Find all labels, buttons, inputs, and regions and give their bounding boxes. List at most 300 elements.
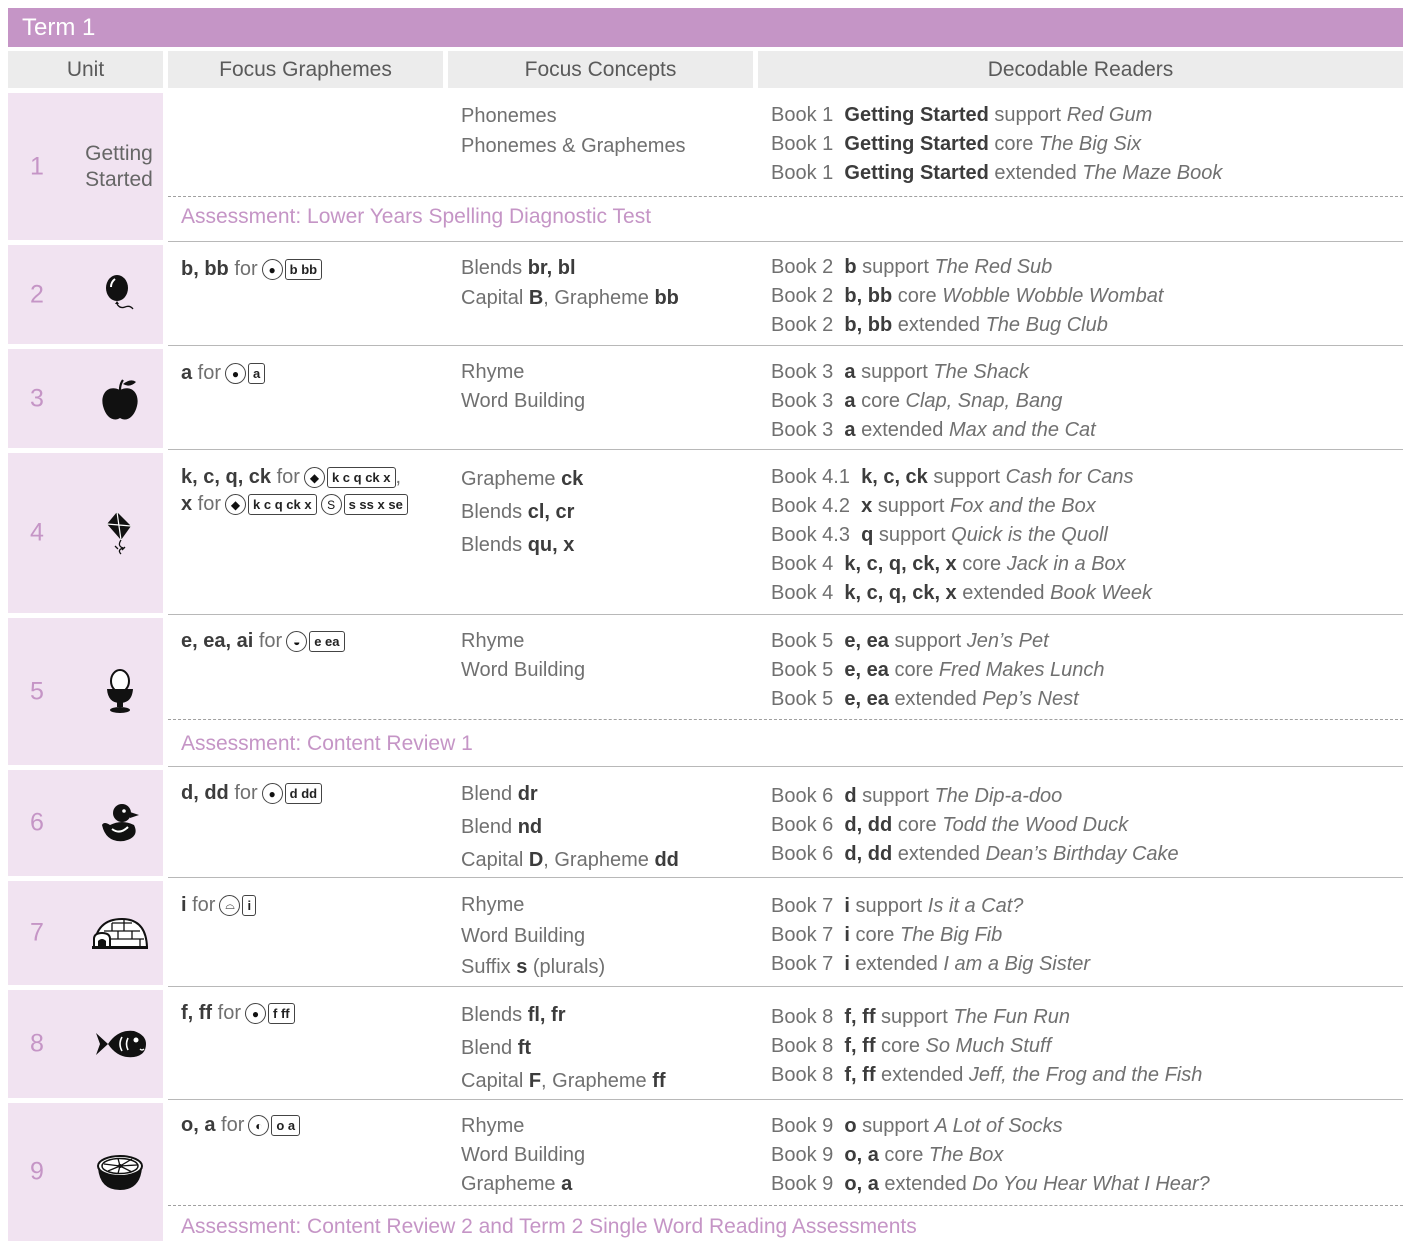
concept-line xyxy=(461,952,751,983)
concept-line: Rhyme xyxy=(461,361,525,383)
reader-title: The Fun Run xyxy=(953,1006,1071,1028)
grapheme-chip xyxy=(262,259,322,280)
reader-book: Book 5 xyxy=(771,659,834,681)
reader-title: I am a Big Sister xyxy=(943,953,1091,975)
grapheme-for: for xyxy=(192,493,222,515)
row-divider xyxy=(168,877,1403,878)
reader-level: support xyxy=(862,785,929,807)
concept-text: Capital xyxy=(461,1070,529,1092)
reader-book: Book 2 xyxy=(771,256,834,278)
reader-title: Cash for Cans xyxy=(1005,466,1134,488)
reader-focus: Getting Started xyxy=(844,133,989,155)
row-divider xyxy=(168,766,1403,767)
grapheme-chip-letters: k c q ck x xyxy=(248,494,317,515)
reader-level: extended xyxy=(897,843,981,865)
reader-focus: k, c, q, ck, x xyxy=(844,553,957,575)
reader-title: Fox and the Box xyxy=(950,495,1096,517)
grapheme-for: for xyxy=(215,1114,245,1136)
reader-entry[interactable] xyxy=(771,656,1403,685)
reader-level: extended xyxy=(884,1173,967,1195)
reader-book: Book 2 xyxy=(771,314,834,336)
reader-book: Book 4.3 xyxy=(771,524,850,546)
focus-concepts xyxy=(461,358,751,416)
reader-entry[interactable] xyxy=(771,253,1403,282)
reader-focus: a xyxy=(844,390,856,412)
grapheme-line xyxy=(181,1114,451,1137)
concept-bold: B xyxy=(528,287,544,309)
reader-entry[interactable] xyxy=(771,416,1403,445)
concept-text: Blends xyxy=(461,501,528,523)
row-divider xyxy=(168,986,1403,987)
decodable-readers xyxy=(771,627,1403,714)
reader-level: core xyxy=(994,133,1034,155)
reader-level: support xyxy=(933,466,1001,488)
reader-focus: o, a xyxy=(844,1144,879,1166)
concept-line: Phonemes xyxy=(461,105,557,127)
concept-line: Rhyme xyxy=(461,630,525,652)
reader-level: core xyxy=(897,814,937,836)
grapheme-letters: x xyxy=(181,493,193,515)
egg-cup-icon xyxy=(80,662,160,722)
focus-graphemes xyxy=(181,630,451,653)
reader-entry[interactable] xyxy=(771,1170,1403,1199)
reader-title: Is it a Cat? xyxy=(927,895,1024,917)
reader-book: Book 4.2 xyxy=(771,495,850,517)
grapheme-line xyxy=(181,894,451,917)
reader-focus: q xyxy=(861,524,874,546)
orange-icon xyxy=(80,1142,160,1202)
concept-text: Rhyme xyxy=(461,1115,525,1137)
reader-entry[interactable] xyxy=(771,282,1403,311)
unit-cell-2 xyxy=(8,245,163,344)
concept-line xyxy=(461,1112,751,1141)
reader-title: Do You Hear What I Hear? xyxy=(972,1173,1210,1195)
concept-line xyxy=(461,463,751,496)
reader-entry[interactable] xyxy=(771,492,1403,521)
unit-number: 3 xyxy=(30,384,44,412)
row-divider xyxy=(168,345,1403,346)
reader-focus: k, c, ck xyxy=(861,466,928,488)
reader-book: Book 8 xyxy=(771,1064,834,1086)
reader-focus: b xyxy=(844,256,857,278)
reader-focus: i xyxy=(844,953,850,975)
grapheme-chip xyxy=(225,363,265,384)
concept-text: , Grapheme xyxy=(543,287,655,309)
reader-focus: Getting Started xyxy=(844,104,989,126)
grapheme-chip-letters: k c q ck x xyxy=(327,467,396,488)
fish-icon: ● xyxy=(245,1003,266,1024)
focus-graphemes xyxy=(181,258,451,281)
reader-book: Book 7 xyxy=(771,924,834,946)
concept-bold: a xyxy=(561,1173,573,1195)
concept-bold: ff xyxy=(652,1070,666,1092)
reader-level: extended xyxy=(881,1064,964,1086)
grapheme-chip-letters: i xyxy=(242,895,256,916)
grapheme-chip-letters: s ss x se xyxy=(344,494,408,515)
concept-line xyxy=(461,496,751,529)
concept-bold: br, bl xyxy=(527,257,576,279)
row-divider xyxy=(168,449,1403,450)
reader-level: core xyxy=(897,285,937,307)
reader-entry[interactable] xyxy=(771,840,1403,869)
concept-bold: dr xyxy=(517,783,538,805)
concept-text: Capital xyxy=(461,287,529,309)
reader-title: The Big Fib xyxy=(899,924,1003,946)
grapheme-letters: b, bb xyxy=(181,258,229,280)
assessment-divider xyxy=(168,196,1403,197)
unit-number: 4 xyxy=(30,518,44,547)
unit-number: 1 xyxy=(30,152,44,180)
unit-number: 8 xyxy=(30,1029,44,1058)
reader-level: support xyxy=(862,256,929,278)
reader-entry[interactable] xyxy=(771,311,1403,340)
grapheme-line xyxy=(181,1002,451,1025)
reader-title: So Much Stuff xyxy=(925,1035,1052,1057)
grapheme-chip xyxy=(321,494,408,515)
concept-bold: fl, fr xyxy=(527,1004,566,1026)
reader-entry[interactable] xyxy=(771,358,1403,387)
reader-level: core xyxy=(861,390,900,412)
igloo-icon xyxy=(80,903,160,963)
reader-focus: i xyxy=(844,924,850,946)
assessment-divider xyxy=(168,1205,1403,1206)
reader-title: Book Week xyxy=(1050,582,1153,604)
grapheme-chip xyxy=(262,783,322,804)
reader-focus: d, dd xyxy=(844,814,893,836)
grapheme-chip xyxy=(286,631,344,652)
reader-title: Quick is the Quoll xyxy=(951,524,1108,546)
focus-graphemes xyxy=(181,1114,451,1137)
fish-icon xyxy=(80,1014,160,1074)
focus-concepts xyxy=(461,463,751,562)
grapheme-chip-letters: f ff xyxy=(268,1003,295,1024)
header-unit: Unit xyxy=(8,51,163,88)
reader-entry[interactable] xyxy=(771,811,1403,840)
concept-line: Phonemes & Graphemes xyxy=(461,135,686,157)
assessment-label: Assessment: Lower Years Spelling Diagnostic Test xyxy=(181,205,652,228)
concept-bold: s xyxy=(516,956,528,978)
concept-line: Word Building xyxy=(461,659,586,681)
orange-icon: ◐ xyxy=(248,1115,269,1136)
reader-book: Book 6 xyxy=(771,843,834,865)
reader-focus: i xyxy=(844,895,850,917)
concept-line xyxy=(461,999,751,1032)
concept-bold: dd xyxy=(654,849,679,871)
concept-text: Blend xyxy=(461,1037,518,1059)
reader-book: Book 9 xyxy=(771,1173,834,1195)
reader-entry[interactable] xyxy=(771,627,1403,656)
grapheme-line xyxy=(181,630,451,653)
reader-level: core xyxy=(855,924,895,946)
unit-cell-9 xyxy=(8,1103,163,1241)
reader-focus: a xyxy=(844,361,856,383)
focus-concepts xyxy=(461,101,751,161)
assessment-divider xyxy=(168,719,1403,720)
reader-focus: k, c, q, ck, x xyxy=(844,582,957,604)
igloo-icon: ⌓ xyxy=(219,895,240,916)
unit-title-line: Started xyxy=(85,167,153,191)
grapheme-for: for xyxy=(212,1002,241,1024)
concept-line xyxy=(461,811,751,844)
reader-title: The Red Sub xyxy=(934,256,1053,278)
reader-entry[interactable] xyxy=(771,950,1403,979)
grapheme-letters: k, c, q, ck xyxy=(181,466,272,488)
reader-book: Book 4 xyxy=(771,582,834,604)
concept-line xyxy=(461,844,751,877)
reader-title: Jen’s Pet xyxy=(966,630,1049,652)
reader-book: Book 5 xyxy=(771,630,834,652)
reader-book: Book 8 xyxy=(771,1035,834,1057)
reader-title: Red Gum xyxy=(1066,104,1153,126)
focus-graphemes xyxy=(181,894,451,917)
unit-title xyxy=(70,141,168,193)
reader-entry[interactable] xyxy=(771,921,1403,950)
concept-text: Blends xyxy=(461,534,528,556)
concept-bold: nd xyxy=(517,816,543,838)
concept-text: , Grapheme xyxy=(541,1070,653,1092)
focus-graphemes xyxy=(181,782,451,805)
concept-line xyxy=(461,1032,751,1065)
reader-level: support xyxy=(881,1006,948,1028)
grapheme-line xyxy=(181,466,451,489)
unit-number: 7 xyxy=(30,918,44,947)
reader-level: extended xyxy=(994,162,1077,184)
grapheme-chip xyxy=(304,467,396,488)
reader-title: The Big Six xyxy=(1038,133,1142,155)
assessment-label: Assessment: Content Review 2 and Term 2 Single Word Reading Assessments xyxy=(181,1215,917,1238)
reader-focus: x xyxy=(861,495,873,517)
concept-text: Word Building xyxy=(461,1144,586,1166)
reader-book: Book 3 xyxy=(771,361,834,383)
grapheme-chip-letters: e ea xyxy=(309,631,344,652)
grapheme-chip-letters: a xyxy=(248,363,265,384)
focus-concepts xyxy=(461,999,751,1098)
unit-number: 5 xyxy=(30,677,44,705)
reader-book: Book 5 xyxy=(771,688,834,710)
grapheme-letters: f, ff xyxy=(181,1002,213,1024)
reader-title: Clap, Snap, Bang xyxy=(905,390,1063,412)
focus-concepts xyxy=(461,890,751,983)
unit-cell-6 xyxy=(8,770,163,876)
reader-book: Book 1 xyxy=(771,162,834,184)
reader-book: Book 6 xyxy=(771,785,834,807)
reader-focus: b, bb xyxy=(844,285,893,307)
unit-cell-8 xyxy=(8,990,163,1098)
kite-icon: ◆ xyxy=(304,467,325,488)
decodable-readers xyxy=(771,253,1403,340)
grapheme-line xyxy=(181,258,451,281)
grapheme-chip xyxy=(248,1115,300,1136)
reader-entry[interactable] xyxy=(771,521,1403,550)
apple-icon xyxy=(80,369,160,429)
concept-text: Blend xyxy=(461,816,518,838)
grapheme-chip xyxy=(225,494,317,515)
reader-focus: d xyxy=(844,785,857,807)
grapheme-line xyxy=(181,362,451,385)
concept-bold: ck xyxy=(561,468,584,490)
unit-number: 6 xyxy=(30,808,44,837)
reader-title: Jeff, the Frog and the Fish xyxy=(968,1064,1203,1086)
reader-level: core xyxy=(884,1144,924,1166)
reader-title: The Bug Club xyxy=(985,314,1108,336)
concept-line xyxy=(461,890,751,921)
grapheme-for: for xyxy=(253,630,283,652)
reader-title: Pep’s Nest xyxy=(982,688,1079,710)
reader-level: extended xyxy=(894,688,977,710)
reader-book: Book 4.1 xyxy=(771,466,850,488)
focus-concepts xyxy=(461,627,751,685)
unit-cell-7 xyxy=(8,881,163,985)
reader-focus: e, ea xyxy=(844,659,889,681)
reader-level: support xyxy=(994,104,1062,126)
reader-level: support xyxy=(894,630,962,652)
unit-number: 2 xyxy=(30,280,44,308)
reader-focus: f, ff xyxy=(844,1006,876,1028)
reader-entry[interactable] xyxy=(771,101,1403,130)
reader-entry[interactable] xyxy=(771,1061,1403,1090)
reader-title: Dean’s Birthday Cake xyxy=(985,843,1179,865)
concept-text: Blends xyxy=(461,257,528,279)
grapheme-chip-letters: b bb xyxy=(285,259,322,280)
reader-level: support xyxy=(878,524,946,546)
concept-line xyxy=(461,283,751,313)
snake-icon: S xyxy=(321,494,342,515)
grapheme-letters: d, dd xyxy=(181,782,229,804)
grapheme-letters: i xyxy=(181,894,187,916)
duck-icon: ● xyxy=(262,783,283,804)
reader-entry[interactable] xyxy=(771,387,1403,416)
reader-entry[interactable] xyxy=(771,550,1403,579)
punctuation: , xyxy=(395,466,402,488)
unit-cell-5 xyxy=(8,618,163,765)
unit-cell-4 xyxy=(8,453,163,613)
concept-line xyxy=(461,253,751,283)
reader-level: extended xyxy=(855,953,938,975)
grapheme-line xyxy=(181,782,451,805)
reader-title: The Maze Book xyxy=(1082,162,1223,184)
reader-book: Book 4 xyxy=(771,553,834,575)
reader-focus: f, ff xyxy=(844,1035,876,1057)
concept-bold: F xyxy=(528,1070,542,1092)
reader-title: The Box xyxy=(928,1144,1004,1166)
reader-entry[interactable] xyxy=(771,1032,1403,1061)
kite-icon xyxy=(80,503,160,563)
reader-focus: a xyxy=(844,419,856,441)
grapheme-chip xyxy=(219,895,256,916)
reader-entry[interactable] xyxy=(771,685,1403,714)
concept-bold: qu, x xyxy=(527,534,575,556)
concept-line xyxy=(461,921,751,952)
decodable-readers xyxy=(771,1112,1403,1199)
unit-cell-1 xyxy=(8,93,163,240)
grapheme-for: for xyxy=(186,894,216,916)
reader-entry[interactable] xyxy=(771,782,1403,811)
reader-entry[interactable] xyxy=(771,1112,1403,1141)
reader-level: extended xyxy=(861,419,944,441)
apple-icon: ● xyxy=(225,363,246,384)
reader-book: Book 2 xyxy=(771,285,834,307)
concept-text: Rhyme xyxy=(461,894,525,916)
reader-level: core xyxy=(894,659,934,681)
reader-focus: f, ff xyxy=(844,1064,876,1086)
reader-level: extended xyxy=(962,582,1045,604)
reader-title: The Dip-a-doo xyxy=(934,785,1063,807)
reader-entry[interactable] xyxy=(771,892,1403,921)
concept-text: Suffix xyxy=(461,956,517,978)
reader-entry[interactable] xyxy=(771,130,1403,159)
kite-icon: ◆ xyxy=(225,494,246,515)
reader-title: The Shack xyxy=(933,361,1029,383)
reader-focus: Getting Started xyxy=(844,162,989,184)
row-divider xyxy=(168,241,1403,242)
reader-level: core xyxy=(962,553,1002,575)
focus-graphemes xyxy=(181,466,451,516)
assessment-label: Assessment: Content Review 1 xyxy=(181,732,473,755)
concept-bold: cl, cr xyxy=(527,501,575,523)
grapheme-letters: e, ea, ai xyxy=(181,630,254,652)
concept-text: Word Building xyxy=(461,925,586,947)
grapheme-line xyxy=(181,493,451,516)
header-readers: Decodable Readers xyxy=(758,51,1403,88)
grapheme-for: for xyxy=(271,466,300,488)
term-title: Term 1 xyxy=(8,8,1403,47)
reader-book: Book 8 xyxy=(771,1006,834,1028)
reader-book: Book 7 xyxy=(771,895,834,917)
focus-graphemes xyxy=(181,362,451,385)
decodable-readers xyxy=(771,358,1403,445)
concept-bold: bb xyxy=(654,287,679,309)
focus-concepts xyxy=(461,1112,751,1199)
decodable-readers xyxy=(771,782,1403,869)
focus-concepts xyxy=(461,253,751,313)
reader-entry[interactable] xyxy=(771,1141,1403,1170)
concept-text: Blend xyxy=(461,783,518,805)
reader-book: Book 1 xyxy=(771,104,834,126)
reader-focus: o xyxy=(844,1115,857,1137)
reader-entry[interactable] xyxy=(771,159,1403,188)
reader-entry[interactable] xyxy=(771,579,1403,608)
reader-entry[interactable] xyxy=(771,463,1403,492)
concept-bold: D xyxy=(528,849,544,871)
decodable-readers xyxy=(771,101,1403,188)
reader-title: Max and the Cat xyxy=(948,419,1096,441)
grapheme-letters: a xyxy=(181,362,193,384)
reader-entry[interactable] xyxy=(771,1003,1403,1032)
reader-focus: b, bb xyxy=(844,314,893,336)
reader-book: Book 3 xyxy=(771,390,834,412)
concept-line xyxy=(461,778,751,811)
concept-line xyxy=(461,1141,751,1170)
grapheme-chip-letters: d dd xyxy=(285,783,322,804)
concept-text: (plurals) xyxy=(527,956,606,978)
concept-line xyxy=(461,1065,751,1098)
concept-text: Grapheme xyxy=(461,468,562,490)
concept-line: Word Building xyxy=(461,390,586,412)
row-divider xyxy=(168,1099,1403,1100)
reader-level: support xyxy=(877,495,945,517)
grapheme-for: for xyxy=(228,782,258,804)
reader-book: Book 3 xyxy=(771,419,834,441)
duck-icon xyxy=(80,793,160,853)
reader-level: support xyxy=(862,1115,929,1137)
reader-title: Fred Makes Lunch xyxy=(938,659,1105,681)
focus-concepts xyxy=(461,778,751,877)
balloon-icon: ● xyxy=(262,259,283,280)
row-divider xyxy=(168,614,1403,615)
reader-focus: e, ea xyxy=(844,688,889,710)
reader-focus: d, dd xyxy=(844,843,893,865)
decodable-readers xyxy=(771,1003,1403,1090)
